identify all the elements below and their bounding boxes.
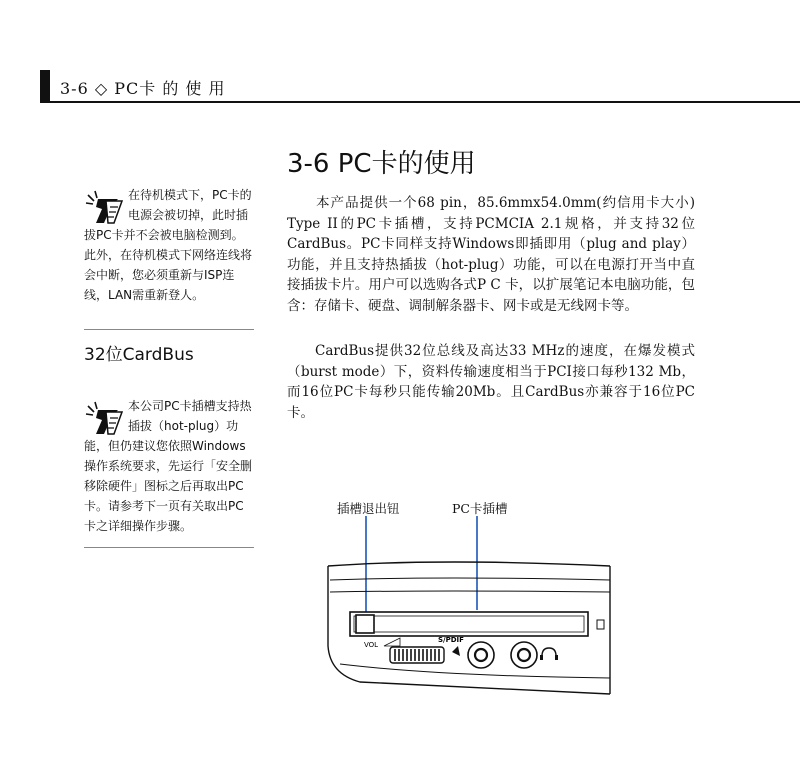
eject-button bbox=[356, 615, 374, 633]
note-pencil-icon bbox=[84, 187, 124, 225]
card-icon bbox=[597, 620, 604, 629]
section-header: 3-6 ◇ PC卡 的 使 用 bbox=[60, 79, 226, 98]
sidebar-note-1 bbox=[84, 185, 254, 305]
sidebar-note-2 bbox=[84, 396, 254, 536]
body-paragraph-2-text: CardBus提供32位总线及高达33 MHz的速度，在爆发模式（burst mode）下，资料传输速度相当于PCI接口每秒132 Mb，而16位PC卡每秒只能传输20Mb。且CardBus亦兼容于16位PC卡。 bbox=[287, 343, 695, 421]
sidebar-rule-2 bbox=[84, 547, 254, 548]
page-title: 3-6 PC卡的使用 bbox=[287, 149, 476, 179]
pc-card-slot bbox=[350, 612, 588, 636]
header-rule bbox=[40, 101, 800, 103]
headphone-icon bbox=[542, 648, 556, 656]
header-bar bbox=[40, 70, 50, 102]
sidebar-rule-1 bbox=[84, 329, 254, 330]
sidebar-note-2-text: 本公司PC卡插槽支持热插拔（hot-plug）功能，但仍建议您依照Windows操作系统要求，先运行「安全删移除硬件」图标之后再取出PC卡。请参考下一页有关取出PC卡之详细操作步骤。 bbox=[84, 399, 253, 533]
body-paragraph-1-text: 本产品提供一个68 pin，85.6mmx54.0mm(约信用卡大小) Type II的PC卡插槽，支持PCMCIA 2.1规格，并支持32位CardBus。PC卡同样支持Windows即插即用（plug and play）功能，并且支持热插拔（hot-plug）功能，可以在电源打开当中直接插拔卡片。用户可以选购各式P C 卡，以扩展笔记本电脑功能，包含：存储卡、硬盘、调制解条器卡、网卡或是无线网卡等。 bbox=[287, 195, 695, 314]
spdif-icon bbox=[452, 646, 460, 656]
pc-card-slot-label: PC卡插槽 bbox=[452, 501, 508, 516]
spdif-label: S/PDIF bbox=[438, 636, 464, 644]
sidebar-note-1-text: 在待机模式下，PC卡的电源会被切掉，此时插拔PC卡并不会被电脑检测到。此外，在待机模式下网络连线将会中断，您必须重新与ISP连线，LAN需重新登人。 bbox=[84, 188, 253, 302]
vol-label: VOL bbox=[364, 641, 379, 649]
volume-wheel bbox=[390, 647, 444, 663]
body-paragraph-2 bbox=[287, 341, 695, 423]
note-pencil-icon bbox=[84, 398, 124, 436]
sidebar-subheading: 32位CardBus bbox=[84, 345, 194, 365]
pc-card-slot-diagram bbox=[320, 516, 620, 706]
body-paragraph-1 bbox=[287, 193, 695, 317]
eject-button-label: 插槽退出钮 bbox=[337, 501, 400, 516]
laptop-top-edge bbox=[328, 562, 610, 566]
